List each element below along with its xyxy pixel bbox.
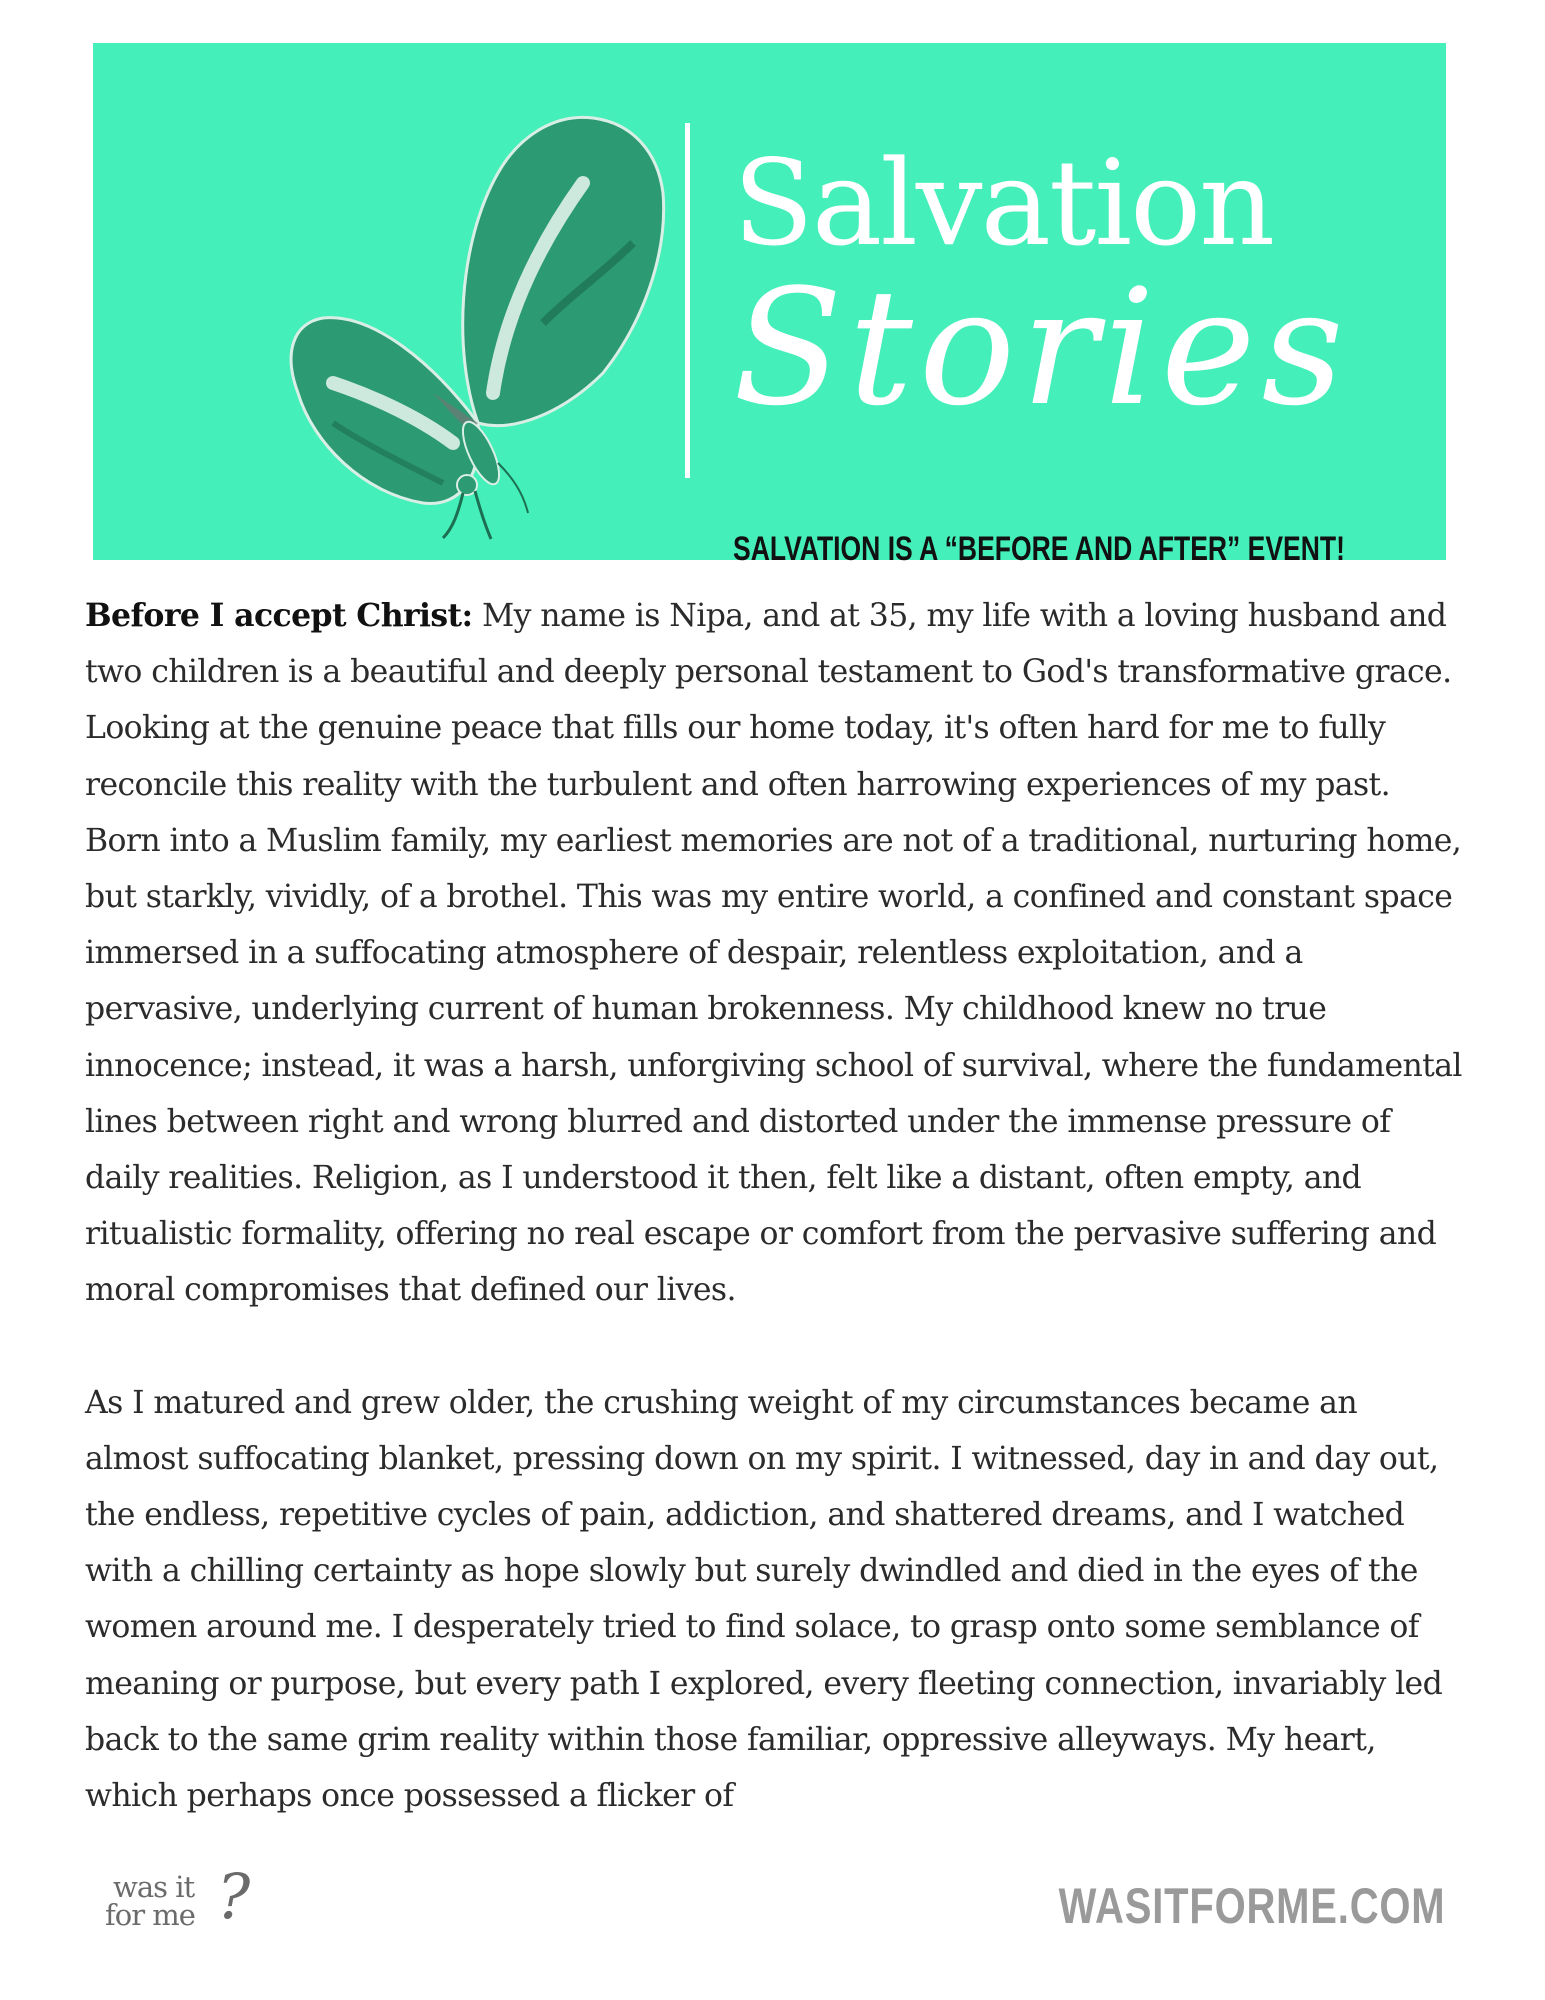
page-title-script: Stories [733, 254, 1350, 441]
banner-divider [685, 123, 690, 478]
logo-line-1: was it [113, 1870, 195, 1904]
page-title: Salvation [733, 134, 1274, 272]
logo-question-mark: ? [217, 1860, 251, 1933]
story-paragraph-2: As I matured and grew older, the crushing weight of my circumstances became an almost suffocating blanket, pressing down on my spirit. I witnessed, day in and day out, the endless, repetitive cycles of pain, addiction, and shattered dreams, and I watched with a chilling certainty as hope slowly but surely dwindled and died in the eyes of the women around me. I desperately tried to find solace, to grasp onto some semblance of meaning or purpose, but every path I explored, every fleeting connection, invariably led back to the same grim reality within those familiar, oppressive alleyways. My heart, which perhaps once possessed a flicker of [85, 1384, 1443, 1815]
logo-line-2: for me [105, 1898, 195, 1932]
page-tagline: SALVATION IS A “BEFORE AND AFTER” EVENT! [733, 530, 1345, 568]
paragraph-lead: Before I accept Christ: [85, 597, 473, 634]
footer-logo [105, 1860, 251, 1940]
footer-site-url: WASITFORME.COM [1058, 1878, 1445, 1934]
story-paragraph-1 [85, 588, 1465, 1319]
header-banner [93, 43, 1446, 568]
butterfly-icon [253, 93, 683, 553]
paragraph-1-text: My name is Nipa, and at 35, my life with a loving husband and two children is a beautiful and deeply personal testament to God's transformative grace. Looking at the genuine peace that fills our home today, it's often hard for me to fully reconcile this reality with the turbulent and often harrowing experiences of my past. Born into a Muslim family, my earliest memories are not of a traditional, nurturing home, but starkly, vividly, of a brothel. This was my entire world, a confined and constant space immersed in a suffocating atmosphere of despair, relentless exploitation, and a pervasive, underlying current of human brokenness. My childhood knew no true innocence; instead, it was a harsh, unforgiving school of survival, where the fundamental lines between right and wrong blurred and distorted under the immense pressure of daily realities. Religion, as I understood it then, felt like a distant, often empty, and ritualistic formality, offering no real escape or comfort from the pervasive suffering and moral compromises that defined our lives. [85, 598, 1462, 1309]
story-body [85, 588, 1465, 1824]
